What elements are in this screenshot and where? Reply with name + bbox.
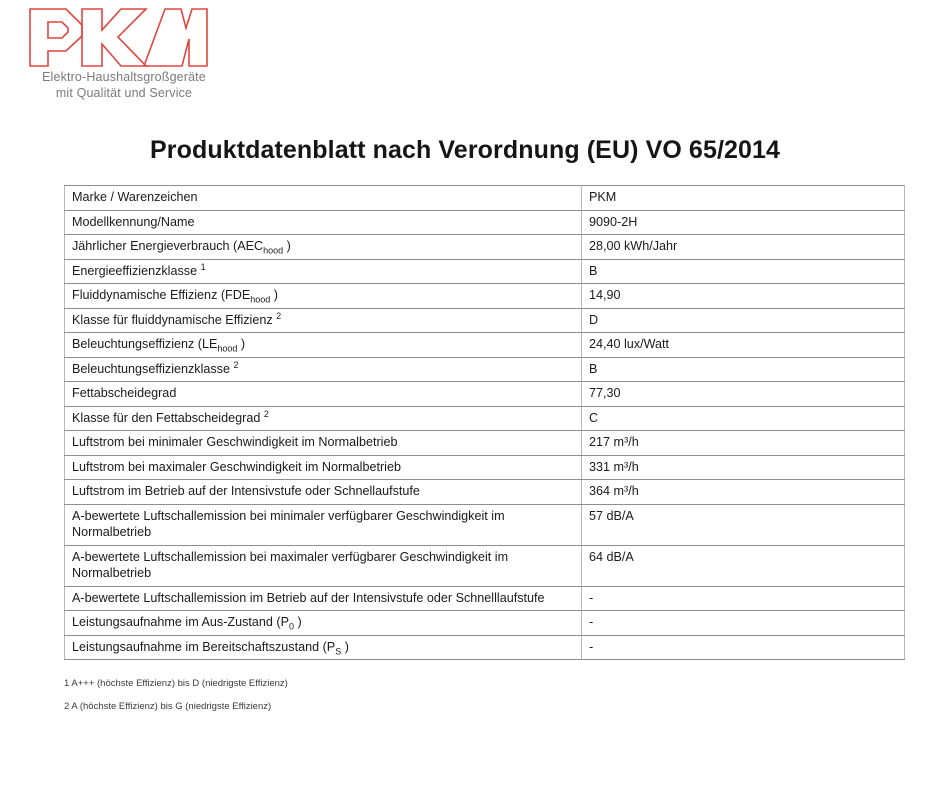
parameter-value: B — [582, 357, 905, 382]
brand-tagline — [26, 70, 222, 101]
table-row — [65, 504, 905, 545]
parameter-label: Marke / Warenzeichen — [65, 186, 582, 211]
table-row — [65, 186, 905, 211]
parameter-value: 14,90 — [582, 284, 905, 309]
parameter-value: 9090-2H — [582, 210, 905, 235]
parameter-subscript: hood — [250, 294, 271, 305]
parameter-subscript: hood — [263, 245, 284, 256]
footnote-marker: 1 — [200, 261, 206, 272]
parameter-value: PKM — [582, 186, 905, 211]
brand-logo — [26, 6, 226, 101]
parameter-label: Leistungsaufnahme im Bereitschaftszustand ($P_S$ ) — [65, 635, 582, 660]
table-row — [65, 259, 905, 284]
product-datasheet-table — [64, 185, 905, 660]
parameter-value: - — [582, 586, 905, 611]
table-row — [65, 308, 905, 333]
parameter-label: A-bewertete Luftschallemission bei maximaler verfügbarer Geschwindigkeit im Normalbetrieb — [65, 545, 582, 586]
table-row — [65, 586, 905, 611]
parameter-value: 217 m³/h — [582, 431, 905, 456]
table-row — [65, 235, 905, 260]
table-row — [65, 357, 905, 382]
table-row — [65, 455, 905, 480]
table-row — [65, 382, 905, 407]
parameter-value: 57 dB/A — [582, 504, 905, 545]
brand-tagline-line-1: Elektro-Haushaltsgroßgeräte — [42, 70, 206, 84]
parameter-subscript: 0 — [289, 621, 295, 632]
table-row — [65, 431, 905, 456]
parameter-value: 64 dB/A — [582, 545, 905, 586]
table-row — [65, 333, 905, 358]
footnote-marker: 2 — [233, 359, 239, 370]
table-row — [65, 480, 905, 505]
brand-tagline-line-2: mit Qualität und Service — [55, 85, 193, 100]
page-title: Produktdatenblatt nach Verordnung (EU) VO 65/2014 — [149, 136, 781, 164]
parameter-label: Klasse für fluiddynamische Effizienz $^2$ — [65, 308, 582, 333]
parameter-label: Fettabscheidegrad — [65, 382, 582, 407]
table-row — [65, 635, 905, 660]
table-row — [65, 611, 905, 636]
parameter-value: 77,30 — [582, 382, 905, 407]
parameter-value: - — [582, 635, 905, 660]
parameter-label: Luftstrom bei maximaler Geschwindigkeit im Normalbetrieb — [65, 455, 582, 480]
table-row — [65, 210, 905, 235]
parameter-value: 331 m³/h — [582, 455, 905, 480]
parameter-label: Beleuchtungseffizienz ($LE_{hood}$ ) — [65, 333, 582, 358]
parameter-label: Luftstrom bei minimaler Geschwindigkeit im Normalbetrieb — [65, 431, 582, 456]
parameter-label: Beleuchtungseffizienzklasse $^2$ — [65, 357, 582, 382]
footnote-item: 1 A+++ (höchste Effizienz) bis D (niedrigste Effizienz) — [64, 678, 288, 689]
parameter-value: C — [582, 406, 905, 431]
parameter-label: Leistungsaufnahme im Aus-Zustand ($P_0$ ) — [65, 611, 582, 636]
parameter-subscript: S — [335, 646, 342, 657]
parameter-label: Modellkennung/Name — [65, 210, 582, 235]
parameter-label: Fluiddynamische Effizienz ($FDE_{hood}$ ) — [65, 284, 582, 309]
footnote-item: 2 A (höchste Effizienz) bis G (niedrigste Effizienz) — [64, 701, 272, 712]
table-row — [65, 545, 905, 586]
table-body — [65, 186, 905, 660]
parameter-label: Energieeffizienzklasse $^1$ — [65, 259, 582, 284]
parameter-label: A-bewertete Luftschallemission bei minimaler verfügbarer Geschwindigkeit im Normalbetrieb — [65, 504, 582, 545]
parameter-subscript: hood — [217, 343, 238, 354]
pkm-wordmark-icon — [26, 6, 208, 68]
table-row — [65, 284, 905, 309]
parameter-value: 28,00 kWh/Jahr — [582, 235, 905, 260]
parameter-value: - — [582, 611, 905, 636]
footnotes — [64, 678, 288, 724]
parameter-label: Klasse für den Fettabscheidegrad $^2$ — [65, 406, 582, 431]
parameter-value: B — [582, 259, 905, 284]
parameter-value: 24,40 lux/Watt — [582, 333, 905, 358]
parameter-label: A-bewertete Luftschallemission im Betrieb auf der Intensivstufe oder Schnelllaufstufe — [65, 586, 582, 611]
footnote-marker: 2 — [276, 310, 282, 321]
table-row — [65, 406, 905, 431]
parameter-label: Jährlicher Energieverbrauch ($AEC_{hood}$ ) — [65, 235, 582, 260]
footnote-marker: 2 — [263, 408, 269, 419]
parameter-label: Luftstrom im Betrieb auf der Intensivstufe oder Schnellaufstufe — [65, 480, 582, 505]
parameter-value: 364 m³/h — [582, 480, 905, 505]
parameter-value: D — [582, 308, 905, 333]
